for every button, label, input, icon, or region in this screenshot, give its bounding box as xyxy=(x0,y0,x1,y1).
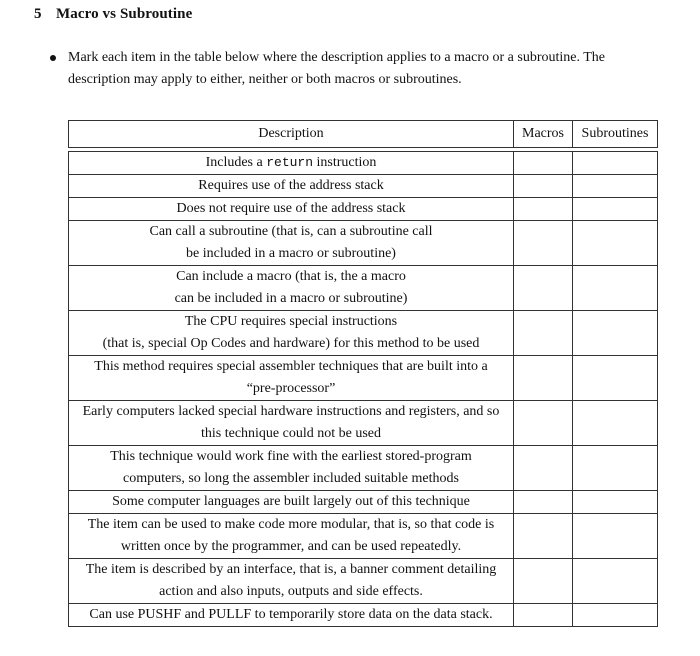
subroutines-answer-cell[interactable] xyxy=(573,198,658,221)
description-line: written once by the programmer, and can be used repeatedly. xyxy=(120,539,462,554)
description-line: action and also inputs, outputs and side effects. xyxy=(159,584,423,599)
section-title: Macro vs Subroutine xyxy=(56,6,193,22)
description-line: be included in a macro or subroutine) xyxy=(186,246,396,261)
subroutines-answer-cell[interactable] xyxy=(573,604,658,627)
table-row xyxy=(69,401,658,446)
table-body xyxy=(69,148,658,627)
macros-answer-cell[interactable] xyxy=(514,514,573,559)
macros-answer-cell[interactable] xyxy=(514,311,573,356)
subroutines-answer-cell[interactable] xyxy=(573,175,658,198)
description-line: Some computer languages are built largely out of this technique xyxy=(112,494,470,509)
subroutines-answer-cell[interactable] xyxy=(573,266,658,311)
instruction-bullet xyxy=(50,47,660,91)
table-row xyxy=(69,491,658,514)
description-line: (that is, special Op Codes and hardware) for this method to be used xyxy=(102,336,480,351)
macros-answer-cell[interactable] xyxy=(514,491,573,514)
description-line: The item can be used to make code more modular, that is, so that code is xyxy=(87,517,495,532)
macros-answer-cell[interactable] xyxy=(514,198,573,221)
description-line: This technique would work fine with the earliest stored-program xyxy=(110,449,472,464)
description-line: Can use PUSHF and PULLF to temporarily store data on the data stack. xyxy=(89,607,493,622)
header-description: Description xyxy=(69,121,514,148)
table-row xyxy=(69,198,658,221)
subroutines-answer-cell[interactable] xyxy=(573,311,658,356)
row-description xyxy=(69,266,514,311)
macros-answer-cell[interactable] xyxy=(514,221,573,266)
description-line: Requires use of the address stack xyxy=(198,178,384,193)
row-description xyxy=(69,491,514,514)
row-description xyxy=(69,175,514,198)
macro-subroutine-table xyxy=(68,120,658,627)
macros-answer-cell[interactable] xyxy=(514,266,573,311)
macros-answer-cell[interactable] xyxy=(514,446,573,491)
row-description xyxy=(69,604,514,627)
macros-answer-cell[interactable] xyxy=(514,401,573,446)
table-row xyxy=(69,559,658,604)
code-keyword: return xyxy=(266,155,314,170)
header-subroutines: Subroutines xyxy=(573,121,658,148)
description-line: The CPU requires special instructions xyxy=(184,314,398,329)
row-description xyxy=(69,311,514,356)
row-description: Includes a return instruction xyxy=(69,152,514,175)
section-number: 5 xyxy=(34,6,42,22)
row-description xyxy=(69,401,514,446)
bullet-icon xyxy=(50,55,56,61)
subroutines-answer-cell[interactable] xyxy=(573,446,658,491)
table-row xyxy=(69,221,658,266)
row-description xyxy=(69,198,514,221)
subroutines-answer-cell[interactable] xyxy=(573,221,658,266)
macros-answer-cell[interactable] xyxy=(514,559,573,604)
macros-answer-cell[interactable] xyxy=(514,152,573,175)
subroutines-answer-cell[interactable] xyxy=(573,356,658,401)
description-line: this technique could not be used xyxy=(200,426,382,441)
description-line: Early computers lacked special hardware instructions and registers, and so xyxy=(82,404,500,419)
table-row xyxy=(69,514,658,559)
table-row xyxy=(69,152,658,175)
description-line: can be included in a macro or subroutine) xyxy=(174,291,408,306)
description-line: “pre-processor” xyxy=(246,381,336,396)
table-row xyxy=(69,175,658,198)
row-description xyxy=(69,446,514,491)
subroutines-answer-cell[interactable] xyxy=(573,152,658,175)
table-row xyxy=(69,446,658,491)
table-header-row xyxy=(69,121,658,148)
subroutines-answer-cell[interactable] xyxy=(573,401,658,446)
description-line: The item is described by an interface, that is, a banner comment detailing xyxy=(85,562,497,577)
description-line: This method requires special assembler techniques that are built into a xyxy=(94,359,488,374)
instruction-text xyxy=(68,47,660,91)
section-heading xyxy=(34,6,192,23)
row-description xyxy=(69,356,514,401)
instruction-line-2: description may apply to either, neither or both macros or subroutines. xyxy=(68,72,462,87)
header-macros: Macros xyxy=(514,121,573,148)
subroutines-answer-cell[interactable] xyxy=(573,491,658,514)
table-row xyxy=(69,311,658,356)
table-row xyxy=(69,266,658,311)
table-row xyxy=(69,604,658,627)
subroutines-answer-cell[interactable] xyxy=(573,559,658,604)
description-line: Does not require use of the address stack xyxy=(176,201,406,216)
row-description xyxy=(69,221,514,266)
row-description xyxy=(69,559,514,604)
description-line: Can call a subroutine (that is, can a subroutine call xyxy=(149,224,433,239)
description-line: computers, so long the assembler included suitable methods xyxy=(123,471,459,486)
macros-answer-cell[interactable] xyxy=(514,604,573,627)
row-description xyxy=(69,514,514,559)
instruction-line-1: Mark each item in the table below where the description applies to a macro or a subroutine. The xyxy=(68,50,606,65)
table-row xyxy=(69,356,658,401)
subroutines-answer-cell[interactable] xyxy=(573,514,658,559)
macros-answer-cell[interactable] xyxy=(514,175,573,198)
macros-answer-cell[interactable] xyxy=(514,356,573,401)
description-line: Can include a macro (that is, the a macro xyxy=(176,269,406,284)
